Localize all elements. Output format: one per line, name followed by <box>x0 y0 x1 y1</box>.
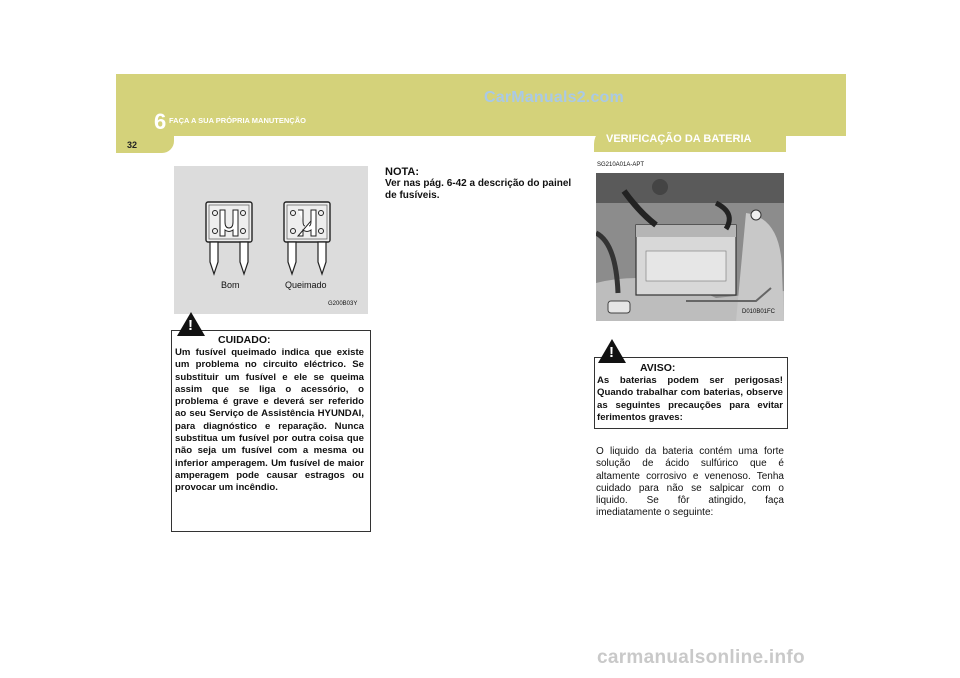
fuse-label-blown: Queimado <box>285 280 327 290</box>
warning-body: As baterias podem ser perigosas! Quando trabalhar com baterias, observe as seguintes precauções para evitar ferimentos graves: <box>597 375 783 423</box>
fuse-drawing <box>174 166 368 314</box>
top-watermark-link[interactable]: CarManuals2.com <box>484 89 624 106</box>
section-title: VERIFICAÇÃO DA BATERIA <box>606 133 752 145</box>
battery-acid-paragraph: O liquido da bateria contém uma forte solução de ácido sulfúrico que é altamente corrosivo e venenoso. Tenha cuidado para não se salpicar com o liquido. Se fôr atingido, faça imediatamente o seguinte: <box>596 446 784 519</box>
caution-body: Um fusível queimado indica que existe um problema no circuito eléctrico. Se substituir um fusível e ele se queima assim que se liga o acessório, o problema é grave e deverá ser referido ao seu Serviço de Assistência HYUNDAI, para diagnóstico e reparação. Nunca substitua um fusível por outra coisa que não seja um fusível com a mesma ou inferior amperagem. Um fusível de maior amperagem pode causar estragos ou provocar um incêndio. <box>175 347 364 494</box>
fuse-label-good: Bom <box>221 280 240 290</box>
nota-body: Ver nas pág. 6-42 a descrição do painel de fusíveis. <box>385 178 572 201</box>
page-number-tab <box>116 136 174 153</box>
caution-heading: CUIDADO: <box>218 334 271 346</box>
blown-fuse-icon <box>284 202 330 274</box>
warning-heading: AVISO: <box>640 362 676 374</box>
chapter-number: 6 <box>154 109 167 134</box>
battery-engine-bay-image <box>596 173 784 321</box>
battery-ref-code: SG210A01A-APT <box>597 162 645 168</box>
page-number: 32 <box>127 140 138 150</box>
warning-exclamation-icon: ! <box>609 344 614 361</box>
battery-figure-code: D010B01FC <box>742 309 776 315</box>
caution-exclamation-icon: ! <box>188 317 193 334</box>
chapter-title: FAÇA A SUA PRÓPRIA MANUTENÇÃO <box>169 116 306 125</box>
good-fuse-icon <box>206 202 252 274</box>
bottom-watermark-link[interactable]: carmanualsonline.info <box>597 647 805 668</box>
nota-heading: NOTA: <box>385 166 420 178</box>
fuse-illustration <box>174 166 368 314</box>
battery-photo <box>596 173 784 321</box>
fuse-figure-code: G200B03Y <box>328 301 358 307</box>
